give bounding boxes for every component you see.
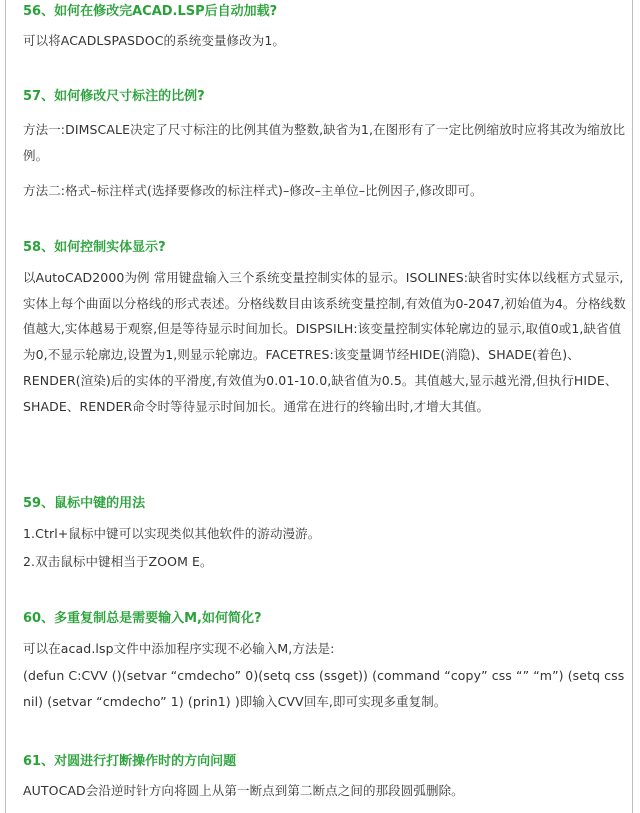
section-60-paragraph-1: 可以在acad.lsp文件中添加程序实现不必输入M,方法是: xyxy=(23,641,335,656)
section-60-paragraph-2: (defun C:CVV ()(setvar “cmdecho” 0)(setq css (ssget)) (command “copy” css “” “m”) (setq css nil) (setvar “cmdecho” 1) (prin1) )即输入CVV回车,即可实现多重复制。 xyxy=(23,668,625,709)
section-56-title: 56、如何在修改完ACAD.LSP后自动加载? xyxy=(23,4,278,19)
section-61-paragraph: AUTOCAD会沿逆时针方向将圆上从第一断点到第二断点之间的那段圆弧删除。 xyxy=(23,783,464,798)
section-56-paragraph: 可以将ACADLSPASDOC的系统变量修改为1。 xyxy=(23,33,286,48)
section-61-title: 61、对圆进行打断操作时的方向问题 xyxy=(23,754,237,769)
section-59-paragraph-1: 1.Ctrl+鼠标中键可以实现类似其他软件的游动漫游。 xyxy=(23,526,321,541)
section-60-title: 60、多重复制总是需要输入M,如何简化? xyxy=(23,611,262,626)
section-59-paragraph-2: 2.双击鼠标中键相当于ZOOM E。 xyxy=(23,554,213,569)
section-58-title: 58、如何控制实体显示? xyxy=(23,240,166,255)
section-58-paragraph: 以AutoCAD2000为例 常用键盘输入三个系统变量控制实体的显示。ISOLINES:缺省时实体以线框方式显示,实体上每个曲面以分格线的形式表述。分格线数目由该系统变量控制,有效值为0-2047,初始值为4。分格线数值越大,实体越易于观察,但是等待显示时间加长。DISPSILH:该变量控制实体轮廓边的显示,取值0或1,缺省值为0,不显示轮廓边,设置为1,则显示轮廓边。FACETRES:该变量调节经HIDE(消隐)、SHADE(着色)、RENDER(渲染)后的实体的平滑度,有效值为0.01-10.0,缺省值为0.5。其值越大,显示越光滑,但执行HIDE、SHADE、RENDER命令时等待显示时间加长。通常在进行的终输出时,才增大其值。 xyxy=(23,270,626,414)
section-57-paragraph-2: 方法二:格式–标注样式(选择要修改的标注样式)–修改–主单位–比例因子,修改即可。 xyxy=(23,183,483,198)
section-57-paragraph-1: 方法一:DIMSCALE决定了尺寸标注的比例其值为整数,缺省为1,在图形有了一定比例缩放时应将其改为缩放比例。 xyxy=(23,122,626,163)
section-57-title: 57、如何修改尺寸标注的比例? xyxy=(23,89,205,104)
article-frame xyxy=(5,0,633,813)
section-59-title: 59、鼠标中键的用法 xyxy=(23,496,146,511)
